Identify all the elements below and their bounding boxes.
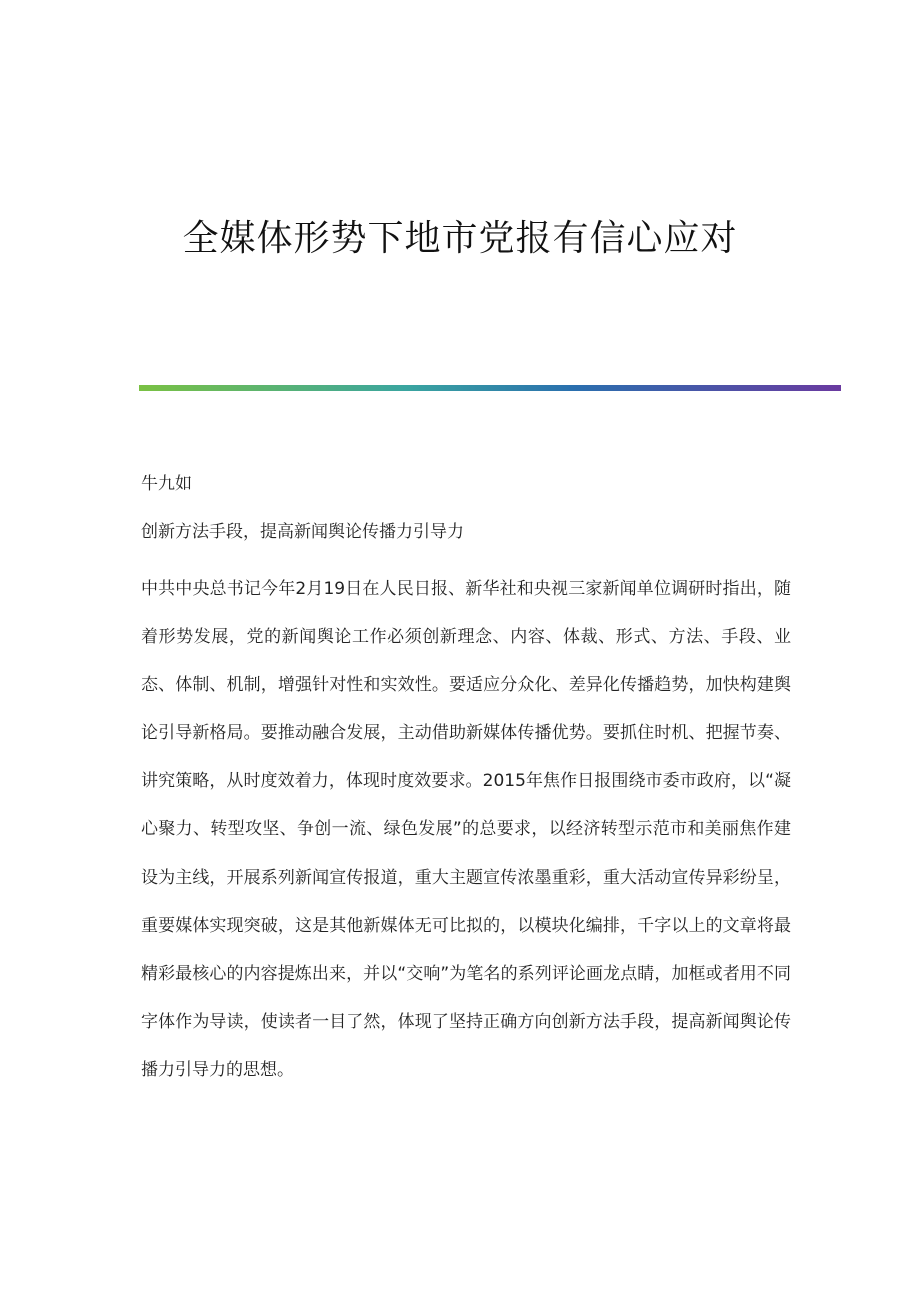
body-paragraph: 中共中央总书记今年2月19日在人民日报、新华社和央视三家新闻单位调研时指出，随着形势发展，党的新闻舆论工作必须创新理念、内容、体裁、形式、方法、手段、业态、体制、机制，增强针对性和实效性。要适应分众化、差异化传播趋势，加快构建舆论引导新格局。要推动融合发展，主动借助新媒体传播优势。要抓住时机、把握节奏、讲究策略，从时度效着力，体现时度效要求。2015年焦作日报围绕市委市政府，以“凝心聚力、转型攻坚、争创一流、绿色发展”的总要求，以经济转型示范市和美丽焦作建设为主线，开展系列新闻宣传报道，重大主题宣传浓墨重彩，重大活动宣传异彩纷呈，重要媒体实现突破，这是其他新媒体无可比拟的，以模块化编排，千字以上的文章将最精彩最核心的内容提炼出来，并以“交响”为笔名的系列评论画龙点睛，加框或者用不同字体作为导读，使读者一目了然，体现了坚持正确方向创新方法手段，提高新闻舆论传播力引导力的思想。	[141, 579, 791, 1080]
document-title: 全媒体形势下地市党报有信心应对	[182, 218, 738, 259]
section-heading: 创新方法手段，提高新闻舆论传播力引导力	[141, 522, 464, 542]
author-name: 牛九如	[141, 474, 192, 494]
title-divider	[139, 385, 841, 391]
document-body	[141, 469, 791, 1094]
